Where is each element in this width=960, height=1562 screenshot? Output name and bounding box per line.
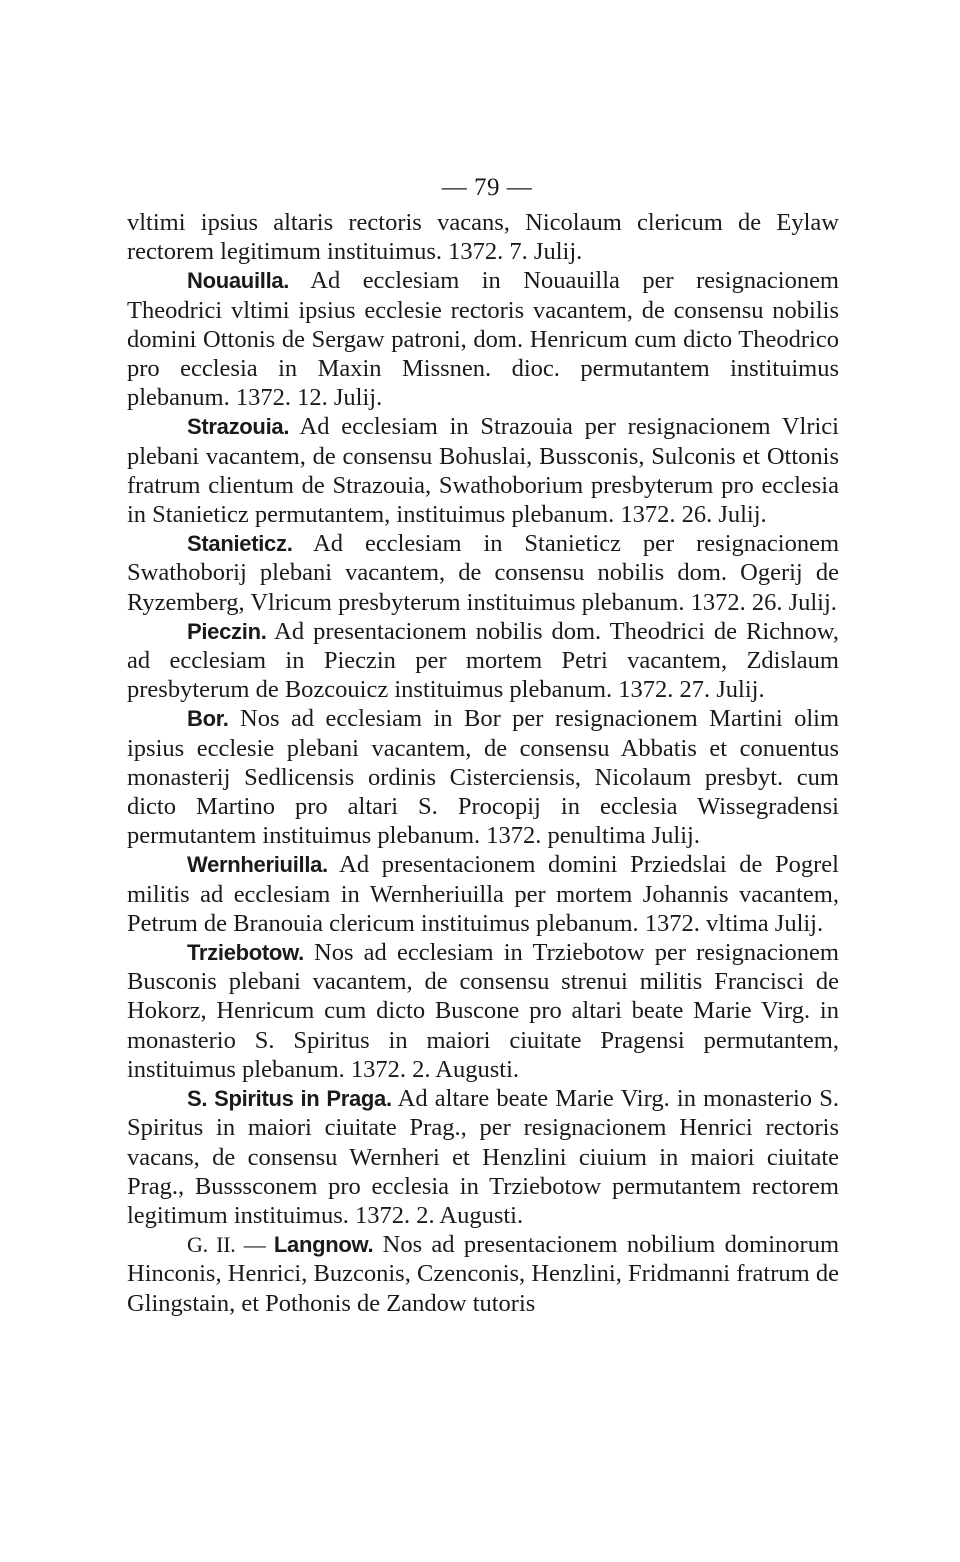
- entry-heading: S. Spiritus in Praga.: [187, 1086, 392, 1112]
- entry-s-spiritus: [127, 1084, 839, 1230]
- entry-wernheriuilla: [127, 850, 839, 938]
- paragraph-text: vltimi ipsius altaris rectoris vacans, Nicolaum clericum de Eylaw rectorem legitimum instituimus. 1372. 7. Julij.: [127, 209, 839, 266]
- entry-pieczin: [127, 617, 839, 705]
- entry-heading: Nouauilla.: [187, 268, 290, 294]
- entry-heading: Langnow.: [273, 1232, 374, 1258]
- book-page: [127, 168, 839, 1318]
- page-number: — 79 —: [441, 174, 533, 201]
- entry-nouauilla: [127, 266, 839, 412]
- entry-strazouia: [127, 412, 839, 529]
- entry-stanieticz: [127, 529, 839, 617]
- entry-trziebotow: [127, 938, 839, 1084]
- paragraph-continuation: [127, 208, 839, 266]
- entry-langnow: [127, 1230, 839, 1318]
- entry-heading: Trziebotow.: [187, 940, 304, 966]
- entry-text: Ad presentacionem nobilis dom. Theodrici de Richnow, ad ecclesiam in Pieczin per mortem Petri vacantem, Zdislaum presbyterum de Bozcouicz instituimus plebanum. 1372. 27. Julij.: [127, 617, 839, 704]
- body-text: [127, 208, 839, 1318]
- entry-heading: Wernheriuilla.: [187, 852, 328, 878]
- entry-heading: Stanieticz.: [187, 531, 293, 557]
- entry-text: Ad ecclesiam in Stanieticz per resignacionem Swathoborij plebani vacantem, de consensu nobilis dom. Ogerij de Ryzemberg, Vlricum presbyterum instituimus plebanum. 1372. 26. Julij.: [127, 530, 839, 616]
- entry-heading: Bor.: [187, 706, 229, 732]
- entry-text: Nos ad presentacionem nobilium dominorum Hinconis, Henrici, Buzconis, Czenconis, Henzlini, Fridmanni fratrum de Glingstain, et Pothonis de Zandow tutoris: [127, 1231, 840, 1317]
- entry-heading: Strazouia.: [187, 414, 290, 440]
- entry-heading: Pieczin.: [187, 618, 267, 644]
- entry-text: Ad ecclesiam in Nouauilla per resignacionem Theodrici vltimi ipsius ecclesie rectoris vacantem, de consensu nobilis domini Ottonis de Sergaw patroni, dom. Henricum cum dicto Theodrico pro ecclesia in Maxin Missnen. dioc. permutantem instituimus plebanum. 1372. 12. Julij.: [127, 267, 839, 412]
- entry-text: Ad ecclesiam in Strazouia per resignacionem Vlrici plebani vacantem, de consensu Bohuslai, Bussconis, Sulconis et Ottonis fratrum clientum de Strazouia, Swathoborium presbyterum pro ecclesia in Stanieticz permutantem, instituimus plebanum. 1372. 26. Julij.: [127, 413, 839, 529]
- entry-bor: [127, 704, 839, 850]
- section-prefix: G. II. —: [187, 1232, 274, 1258]
- entry-text: Ad presentacionem domini Prziedslai de Pogrel militis ad ecclesiam in Wernheriuilla per mortem Johannis vacantem, Petrum de Branouia clericum instituimus plebanum. 1372. vltima Julij.: [127, 851, 839, 937]
- entry-text: Nos ad ecclesiam in Bor per resignacionem Martini olim ipsius ecclesie plebani vacantem, de consensu Abbatis et conuentus monasterij Sedlicensis ordinis Cisterciensis, Nicolaum presbyt. cum dicto Martino pro altari S. Procopij in ecclesia Wissegradensi permutantem instituimus plebanum. 1372. penultima Julij.: [127, 705, 839, 850]
- entry-text: Nos ad ecclesiam in Trziebotow per resignacionem Busconis plebani vacantem, de consensu strenui militis Francisci de Hokorz, Henricum cum dicto Buscone pro altari beate Marie Virg. in monasterio S. Spiritus in maiori ciuitate Pragensi permutantem, instituimus plebanum. 1372. 2. Augusti.: [127, 939, 839, 1083]
- entry-text: Ad altare beate Marie Virg. in monasterio S. Spiritus in maiori ciuitate Prag., per resignacionem Henrici rectoris vacans, de consensu Wernheri et Henzlini ciuium in maiori ciuitate Prag., Busssconem pro ecclesia in Trziebotow permutantem rectorem legitimum instituimus. 1372. 2. Augusti.: [127, 1085, 839, 1229]
